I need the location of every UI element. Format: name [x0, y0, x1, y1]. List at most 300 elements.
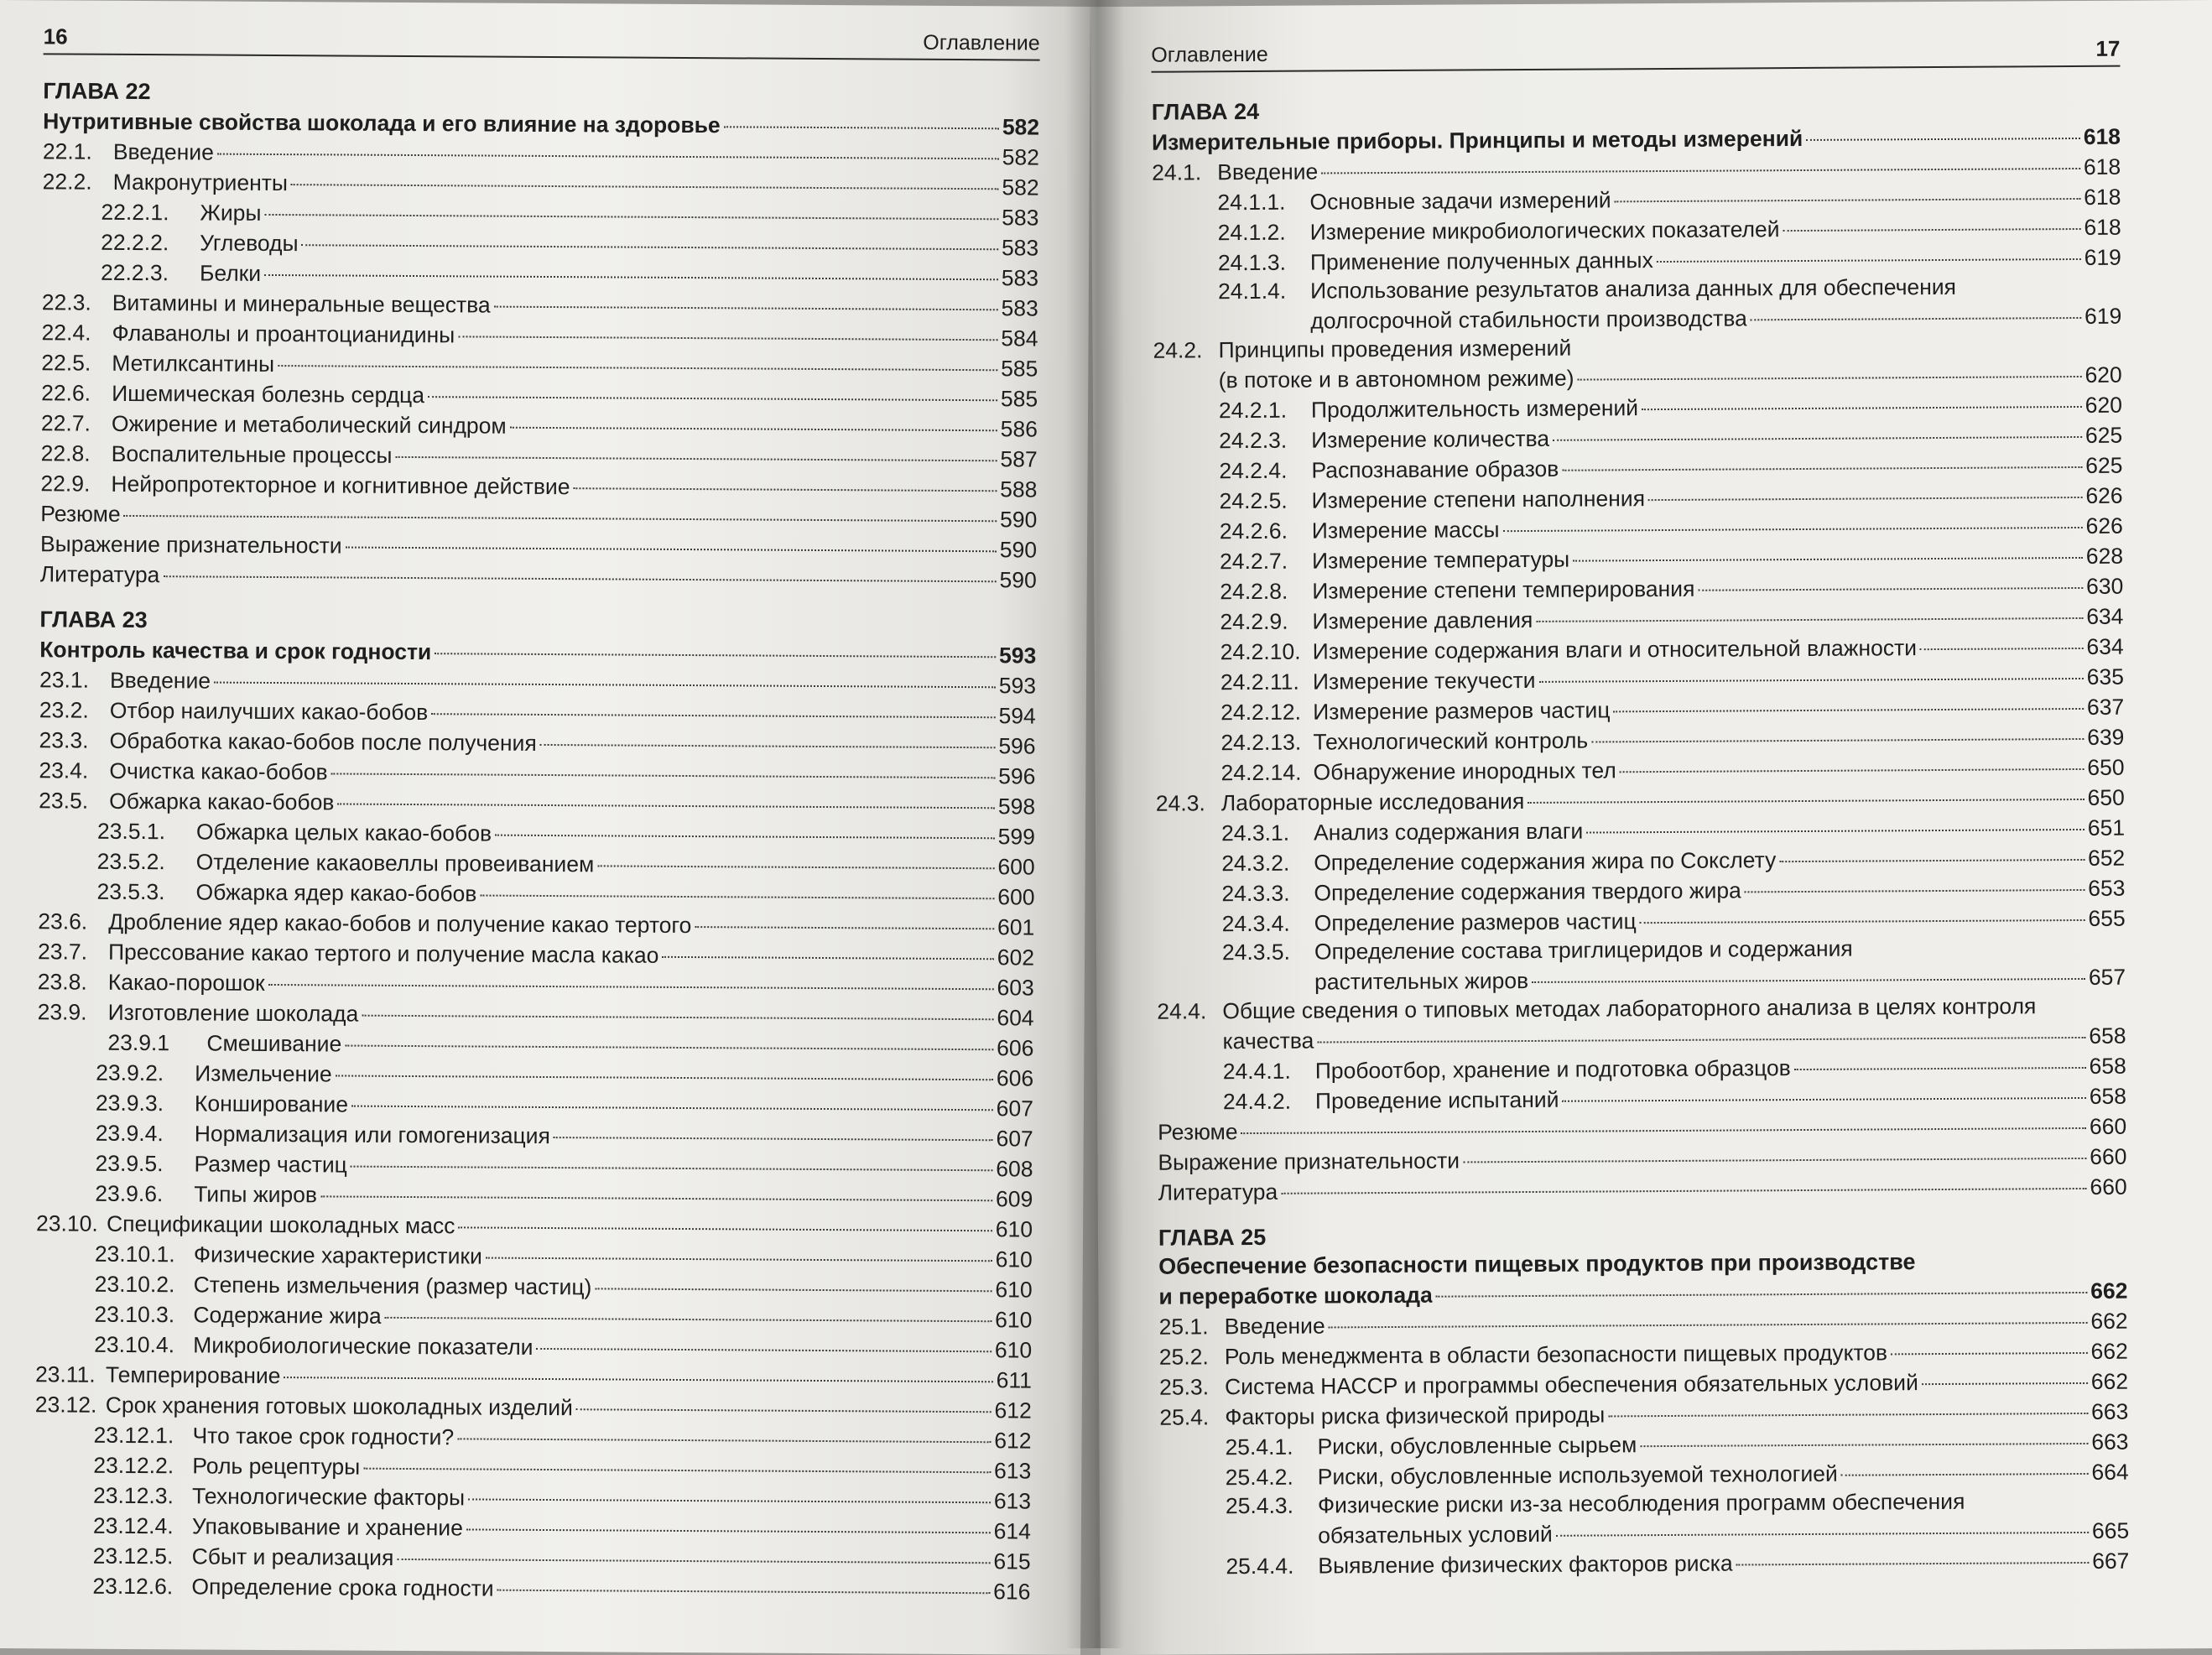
dot-leader — [1586, 807, 2084, 834]
toc-entry-page: 611 — [996, 1367, 1033, 1393]
toc-entry-number: 23.1. — [39, 667, 90, 693]
toc-entry-title: Степень измельчения (размер частиц) — [193, 1272, 592, 1300]
toc-entry-page: 585 — [1001, 356, 1038, 382]
toc-entry-number: 24.3.2. — [1221, 850, 1290, 877]
toc-entry-page: 594 — [998, 703, 1036, 729]
toc-entry-page: 590 — [999, 567, 1037, 593]
toc-entry-page: 614 — [993, 1518, 1031, 1544]
toc-entry-title: Принципы проведения измерений — [1218, 335, 1572, 363]
dot-leader — [428, 374, 997, 401]
toc-entry-page: 662 — [2090, 1368, 2129, 1394]
dot-leader — [278, 343, 997, 371]
toc-entry-page: 626 — [2085, 482, 2123, 508]
toc-entry-title-cont: долгосрочной стабильности производства — [1310, 305, 1747, 334]
toc-entry-number: 24.4.2. — [1222, 1088, 1292, 1115]
toc-entry-page: 625 — [2085, 452, 2123, 478]
toc-entry-title: Литература — [39, 561, 160, 588]
dot-leader — [1321, 146, 2080, 174]
toc-entry-title: Измерение количества — [1311, 425, 1550, 453]
toc-entry-title: Обжарка ядер какао-бобов — [195, 879, 477, 907]
toc-entry-title: Система НАССР и программы обеспечения обязательных условий — [1224, 1370, 1918, 1400]
dot-leader — [1794, 1045, 2086, 1070]
toc-entry-title: Белки — [199, 260, 262, 286]
toc-entry-page: 587 — [1000, 446, 1038, 472]
dot-leader — [1891, 1330, 2088, 1355]
toc-entry-title: Размер частиц — [194, 1151, 347, 1178]
toc-entry-page: 660 — [2090, 1174, 2127, 1200]
dot-leader — [1657, 237, 2081, 263]
toc-entry-number: 25.4.2. — [1225, 1464, 1293, 1491]
dot-leader — [163, 554, 996, 582]
toc-entry-page: 616 — [993, 1579, 1031, 1605]
toc-entry-page: 651 — [2087, 814, 2126, 841]
toc-entry-number: 23.9. — [37, 999, 87, 1025]
toc-entry-page: 613 — [993, 1488, 1032, 1514]
toc-entry-page: 662 — [2090, 1338, 2128, 1364]
dot-leader — [362, 993, 993, 1021]
toc-entry-number: 23.12. — [34, 1392, 97, 1418]
toc-entry-number: 22.2. — [42, 169, 92, 195]
dot-leader — [1698, 565, 2083, 591]
toc-entry-number: 23.5. — [39, 788, 89, 814]
toc-entry-page: 609 — [995, 1186, 1033, 1212]
toc-entry-page: 606 — [997, 1035, 1034, 1061]
toc-entry-title: Нормализация или гомогенизация — [194, 1121, 550, 1149]
toc-entry-number: 24.2.9. — [1220, 608, 1288, 635]
toc-entry-page: 582 — [1002, 174, 1039, 200]
toc-entry-title: Типы жиров — [194, 1181, 318, 1208]
toc-entry-number: 24.3. — [1155, 790, 1205, 816]
dot-leader — [363, 1446, 991, 1474]
toc-entry-number: 25.4.3. — [1225, 1492, 1294, 1519]
toc-entry-page: 657 — [2088, 964, 2126, 990]
dot-leader — [486, 1236, 992, 1262]
toc-entry-number: 23.3. — [39, 727, 89, 753]
toc-entry-number: 23.9.4. — [95, 1120, 164, 1147]
toc-entry-page: 610 — [995, 1246, 1033, 1272]
dot-leader — [494, 284, 998, 311]
toc-entry-number: 24.2.3. — [1219, 427, 1288, 454]
toc-entry-page: 662 — [2090, 1308, 2128, 1334]
toc-entry-title: Срок хранения готовых шоколадных изделий — [105, 1392, 573, 1421]
toc-entry-page: 590 — [999, 507, 1038, 533]
toc-entry-title: Литература — [1158, 1179, 1278, 1205]
toc-entry-number: 23.10.4. — [94, 1331, 175, 1358]
dot-leader — [510, 405, 997, 432]
dot-leader — [1562, 445, 2082, 471]
toc-entry-title: Флаванолы и проантоцианидины — [112, 320, 455, 348]
toc-entry-page: 653 — [2088, 875, 2126, 901]
toc-entry-title: Определение срока годности — [191, 1574, 494, 1601]
chapter-label: ГЛАВА 22 — [43, 78, 151, 105]
toc-entry-number: 24.2.8. — [1220, 578, 1288, 605]
toc-entry-page: 658 — [2089, 1053, 2126, 1079]
toc-entry-title: Измерение давления — [1312, 606, 1533, 634]
chapter-label: ГЛАВА 23 — [39, 606, 148, 633]
toc-entry — [34, 1569, 1030, 1606]
toc-entry-page: 620 — [2084, 362, 2122, 388]
toc-entry-page: 639 — [2087, 724, 2125, 750]
toc-entry-number: 24.2.11. — [1220, 669, 1299, 695]
toc-entry-number: 23.12.2. — [93, 1452, 174, 1479]
toc-entry-page: 604 — [997, 1005, 1034, 1031]
dot-leader — [466, 1507, 991, 1533]
toc-entry-page: 610 — [995, 1216, 1033, 1242]
chapter-page: 662 — [2090, 1278, 2128, 1304]
toc-entry-page: 625 — [2084, 422, 2123, 448]
toc-entry-title: Отбор наилучших какао-бобов — [109, 697, 429, 726]
dot-leader — [291, 162, 999, 190]
toc-entry-page: 601 — [997, 914, 1035, 940]
toc-entry-title: Упаковывание и хранение — [191, 1513, 463, 1541]
toc-entry-number: 22.2.3. — [100, 259, 169, 286]
chapter-label: ГЛАВА 25 — [1158, 1224, 1267, 1251]
toc-entry-page: 650 — [2087, 784, 2125, 810]
toc-entry-title: Введение — [112, 138, 214, 165]
toc-entry-title: Дробление ядер какао-бобов и получение какао тертого — [108, 908, 692, 939]
dot-leader — [597, 843, 994, 869]
toc-entry-title: Спецификации шоколадных масс — [106, 1210, 455, 1239]
toc-entry-title: Проведение испытаний — [1314, 1086, 1559, 1114]
toc-entry-number: 22.2.1. — [101, 199, 169, 226]
running-head-title: Оглавление — [1151, 42, 1268, 67]
toc-entry-title: Жиры — [200, 200, 262, 226]
left-page — [0, 0, 1090, 1655]
toc-entry-number: 23.4. — [39, 757, 89, 783]
chapter-24-entries — [1152, 151, 2127, 1207]
toc-entry-page: 612 — [994, 1428, 1032, 1454]
toc-entry-page: 584 — [1001, 325, 1038, 351]
dot-leader — [457, 1416, 991, 1443]
dot-leader — [264, 252, 998, 280]
toc-entry-number: 22.2.2. — [101, 229, 169, 256]
toc-entry-page: 583 — [1001, 235, 1039, 261]
toc-entry-number: 23.9.5. — [95, 1150, 164, 1177]
toc-entry-number: 24.2.1. — [1218, 397, 1288, 424]
toc-entry-number: 24.2.14. — [1221, 759, 1302, 786]
dot-leader — [1640, 898, 2085, 924]
dot-leader — [1538, 656, 2083, 683]
toc-entry-number: 23.7. — [37, 939, 88, 965]
toc-entry-title: Выражение признательности — [39, 531, 342, 559]
toc-entry-number: 23.12.6. — [92, 1573, 174, 1600]
dot-leader — [1640, 1421, 2088, 1447]
toc-entry-page: 665 — [2091, 1517, 2130, 1543]
toc-entry-page: 637 — [2086, 694, 2125, 720]
toc-entry-page: 658 — [2089, 1083, 2127, 1109]
right-page — [1090, 0, 2212, 1655]
toc-entry-title: Определение содержания жира по Сокслету — [1314, 847, 1777, 876]
dot-leader — [1783, 206, 2080, 232]
page-number: 16 — [43, 23, 68, 49]
toc-entry-number: 23.6. — [38, 908, 88, 934]
dot-leader — [1751, 295, 2081, 320]
toc-entry-number: 25.4. — [1159, 1404, 1210, 1430]
toc-entry-title: Выявление физических факторов риска — [1318, 1550, 1733, 1579]
dot-leader — [495, 813, 995, 840]
toc-entry-title: Метилксантины — [112, 350, 275, 377]
toc-entry-page: 634 — [2086, 633, 2124, 659]
dot-leader — [537, 1326, 992, 1352]
dot-leader — [320, 1174, 992, 1201]
dot-leader — [345, 1023, 993, 1051]
dot-leader — [1436, 1270, 2088, 1298]
toc-entry-page: 596 — [998, 763, 1036, 789]
toc-entry-title: Анализ содержания влаги — [1313, 818, 1584, 846]
toc-entry-title: Изготовление шоколада — [107, 999, 359, 1027]
dot-leader — [724, 104, 999, 129]
dot-leader — [124, 493, 997, 522]
toc-entry-number: 23.10.3. — [94, 1301, 175, 1328]
toc-entry-number: 25.1. — [1158, 1314, 1209, 1340]
toc-entry-page: 583 — [1001, 265, 1039, 291]
toc-entry-page: 618 — [2083, 154, 2121, 180]
toc-entry-title: Риски, обусловленные используемой технологией — [1317, 1460, 1838, 1490]
toc-entry-title: Обжарка какао-бобов — [109, 788, 335, 815]
chapter-22-entries — [40, 135, 1039, 594]
toc-entry-number: 22.7. — [40, 410, 91, 436]
toc-entry-page: 664 — [2091, 1459, 2129, 1485]
toc-entry-page: 607 — [996, 1126, 1033, 1152]
toc-entry-title: Измерение содержания влаги и относительной влажности — [1312, 635, 1918, 664]
running-head-title: Оглавление — [923, 30, 1040, 55]
toc-entry-title: Определение содержания твердого жира — [1314, 877, 1741, 906]
dot-leader — [1577, 354, 2081, 381]
toc-entry-page: 583 — [1001, 295, 1038, 321]
toc-entry-page: 608 — [996, 1156, 1033, 1182]
toc-entry-page: 612 — [994, 1397, 1032, 1423]
toc-entry-title: Микробиологические показатели — [193, 1332, 533, 1360]
chapter-label: ГЛАВА 24 — [1151, 98, 1260, 125]
toc-entry-page: 619 — [2084, 244, 2121, 270]
toc-entry-page: 630 — [2085, 573, 2124, 599]
dot-leader — [385, 1295, 992, 1322]
dot-leader — [695, 904, 994, 929]
toc-entry-number: 23.12.4. — [92, 1512, 174, 1539]
toc-entry-title: Резюме — [1158, 1119, 1238, 1145]
toc-entry-page: 650 — [2087, 754, 2125, 780]
toc-entry-page: 602 — [997, 945, 1035, 971]
dot-leader — [1841, 1451, 2089, 1476]
toc-entry-page: 663 — [2091, 1429, 2129, 1455]
toc-entry-page: 606 — [996, 1065, 1034, 1091]
dot-leader — [1620, 747, 2084, 773]
dot-leader — [397, 1537, 990, 1564]
dot-leader — [574, 466, 997, 492]
toc-entry-number: 24.1.4. — [1218, 278, 1287, 304]
toc-entry-page: 610 — [995, 1277, 1033, 1303]
toc-entry-number: 23.2. — [39, 697, 89, 723]
chapter-title-line: Обеспечение безопасности пищевых продуктов при производстве — [1158, 1249, 1916, 1279]
dot-leader — [468, 1476, 991, 1503]
toc-entry-page: 618 — [2084, 184, 2121, 210]
toc-entry-title: Измерение микробиологических показателей — [1309, 216, 1780, 245]
toc-entry-number: 24.1.3. — [1217, 249, 1287, 276]
toc-entry-title: Измерение степени темперирования — [1312, 575, 1695, 604]
toc-entry-number: 23.10. — [36, 1210, 98, 1236]
toc-entry-number: 22.4. — [41, 320, 91, 346]
toc-entry-number: 23.10.1. — [94, 1241, 175, 1267]
toc-entry-title: Содержание жира — [193, 1302, 382, 1329]
toc-entry-title: Очистка какао-бобов — [109, 757, 328, 785]
toc-entry-title: Риски, обусловленные сырьем — [1317, 1432, 1637, 1460]
toc-entry-title: Прессование какао тертого и получение масла какао — [107, 939, 659, 968]
toc-entry-number: 22.3. — [41, 289, 91, 315]
toc-entry-title: Технологический контроль — [1313, 727, 1589, 755]
dot-leader — [595, 1266, 991, 1292]
toc-entry-title: Измерение степени наполнения — [1311, 486, 1646, 513]
toc-entry-page: 600 — [997, 854, 1035, 880]
dot-leader — [217, 132, 999, 160]
toc-entry-title: Конширование — [194, 1090, 349, 1117]
toc-entry-title: Применение полученных данных — [1309, 247, 1653, 275]
dot-leader — [1614, 176, 2080, 202]
toc-entry-page: 655 — [2088, 905, 2126, 931]
toc-entry-number: 22.9. — [40, 471, 91, 497]
toc-entry-number: 23.9.3. — [95, 1090, 164, 1116]
toc-entry-page: 652 — [2087, 845, 2126, 871]
toc-entry-number: 23.8. — [37, 969, 87, 995]
dot-leader — [214, 660, 996, 689]
toc-entry-number: 22.6. — [41, 380, 91, 406]
toc-entry-title: Продолжительность измерений — [1310, 395, 1639, 423]
dot-leader — [1536, 596, 2083, 622]
dot-leader — [1806, 116, 2080, 141]
toc-entry-title: Пробоотбор, хранение и подготовка образцов — [1314, 1055, 1791, 1084]
toc-entry — [1160, 1545, 2129, 1581]
dot-leader — [1281, 1166, 2086, 1194]
toc-entry-number: 24.1.1. — [1217, 189, 1286, 216]
toc-entry-title: Определение состава триглицеридов и содержания — [1314, 935, 1853, 965]
dot-leader — [431, 691, 996, 718]
toc-entry-title: Углеводы — [200, 230, 299, 257]
dot-leader — [1648, 475, 2083, 501]
toc-entry-number: 25.3. — [1158, 1374, 1210, 1400]
toc-entry-number: 23.12.1. — [93, 1422, 174, 1449]
toc-entry-page: 603 — [997, 975, 1034, 1001]
toc-entry-title: Выражение признательности — [1158, 1148, 1460, 1175]
toc-entry-title-cont: растительных жиров — [1314, 967, 1529, 995]
dot-leader — [331, 751, 996, 778]
dot-leader — [337, 781, 995, 809]
toc-entry-page: 598 — [997, 794, 1036, 820]
dot-leader — [1920, 626, 2084, 650]
toc-entry-title: Какао-порошок — [107, 969, 265, 996]
toc-entry-title: Измерение температуры — [1311, 546, 1570, 574]
dot-leader — [351, 1084, 993, 1111]
dot-leader — [1463, 1136, 2086, 1163]
toc-entry-title: Нейропротекторное и когнитивное действие — [111, 471, 570, 500]
right-running-head — [1151, 36, 2120, 73]
toc-entry-title: Ожирение и метаболический синдром — [111, 410, 507, 439]
toc-entry-number: 25.2. — [1158, 1344, 1209, 1370]
dot-leader — [435, 631, 996, 658]
toc-entry-number: 23.9.6. — [95, 1180, 164, 1207]
chapter-23-entries — [34, 664, 1036, 1606]
toc-entry-title: Что такое срок годности? — [192, 1423, 455, 1450]
page-number: 17 — [2095, 35, 2121, 61]
dot-leader — [346, 525, 997, 553]
toc-entry-number: 23.10.2. — [94, 1271, 175, 1298]
toc-entry-number: 23.5.1. — [96, 818, 166, 845]
toc-entry-title: Обработка какао-бобов после получения — [109, 727, 537, 756]
dot-leader — [1642, 384, 2082, 410]
toc-entry-number: 24.2.7. — [1219, 548, 1288, 575]
toc-entry-page: 634 — [2086, 603, 2124, 629]
toc-entry-number: 23.5.2. — [96, 848, 165, 875]
toc-entry-number: 23.12.3. — [93, 1482, 174, 1509]
dot-leader — [1736, 1540, 2090, 1566]
toc-entry-title: Обнаружение инородных тел — [1313, 757, 1616, 785]
dot-leader — [1556, 1510, 2089, 1537]
toc-entry-number: 24.2.10. — [1220, 638, 1301, 665]
toc-entry-title: Отделение какаовеллы провеиванием — [195, 849, 595, 877]
toc-entry-title: Измерение текучести — [1312, 667, 1536, 695]
chapter-title: и переработке шоколада — [1158, 1282, 1433, 1309]
toc-entry-number: 24.3.3. — [1221, 880, 1290, 907]
toc-entry-title: Роль менеджмента в области безопасности пищевых продуктов — [1224, 1340, 1888, 1370]
toc-entry-page: 596 — [998, 733, 1036, 759]
dot-leader — [1591, 716, 2084, 743]
toc-entry-page: 586 — [1000, 416, 1038, 442]
toc-entry-page: 658 — [2089, 1023, 2126, 1049]
dot-leader — [302, 222, 999, 250]
toc-entry-title-cont: обязательных условий — [1318, 1521, 1553, 1548]
toc-entry-number: 24.2.13. — [1221, 729, 1302, 756]
toc-entry-title: Макронутриенты — [112, 169, 289, 196]
toc-entry-number: 24.4. — [1157, 998, 1207, 1024]
toc-entry-title: Измерение размеров частиц — [1313, 697, 1611, 725]
toc-entry-page: 635 — [2086, 664, 2125, 690]
toc-entry-number: 23.9.1 — [107, 1029, 170, 1056]
toc-entry-number: 25.4.1. — [1225, 1434, 1293, 1460]
toc-entry-page: 660 — [2089, 1113, 2127, 1139]
dot-leader — [1562, 1075, 2085, 1102]
chapter-title: Нутритивные свойства шоколада и его влияние на здоровье — [43, 108, 721, 138]
toc-entry-page: 628 — [2085, 543, 2124, 569]
dot-leader — [576, 1387, 991, 1413]
toc-entry-number: 22.8. — [40, 440, 91, 466]
toc-entry-page: 583 — [1002, 205, 1039, 231]
toc-entry-page: 593 — [998, 673, 1037, 699]
dot-leader — [1779, 837, 2084, 862]
toc-entry-page: 600 — [997, 884, 1035, 910]
toc-entry-title: Определение размеров частиц — [1314, 908, 1637, 936]
toc-entry-title: Обжарка целых какао-бобов — [195, 819, 492, 846]
dot-leader — [480, 873, 994, 900]
toc-entry-page: 610 — [994, 1337, 1033, 1363]
toc-entry-title: Технологические факторы — [192, 1483, 466, 1511]
dot-leader — [540, 722, 996, 748]
dot-leader — [268, 962, 994, 990]
dot-leader — [1528, 777, 2084, 804]
toc-entry-title: Общие сведения о типовых методах лабораторного анализа в целях контроля — [1222, 993, 2037, 1024]
chapter-title: Измерительные приборы. Принципы и методы измерений — [1151, 125, 1803, 155]
toc-entry-title-cont: (в потоке и в автономном режиме) — [1218, 365, 1574, 393]
toc-entry-page: 582 — [1002, 144, 1039, 170]
toc-entry-title: Физические характеристики — [193, 1241, 482, 1269]
chapter-page: 582 — [1002, 114, 1040, 140]
dot-leader — [1613, 686, 2084, 712]
toc-entry-page: 610 — [995, 1307, 1033, 1333]
dot-leader — [336, 1053, 993, 1080]
dot-leader — [1502, 505, 2082, 532]
toc-entry-page: 660 — [2090, 1143, 2127, 1169]
dot-leader — [458, 314, 997, 341]
toc-entry-number: 25.4.4. — [1226, 1553, 1294, 1580]
dot-leader — [1922, 1361, 2088, 1385]
toc-entry-number: 22.5. — [41, 350, 91, 376]
